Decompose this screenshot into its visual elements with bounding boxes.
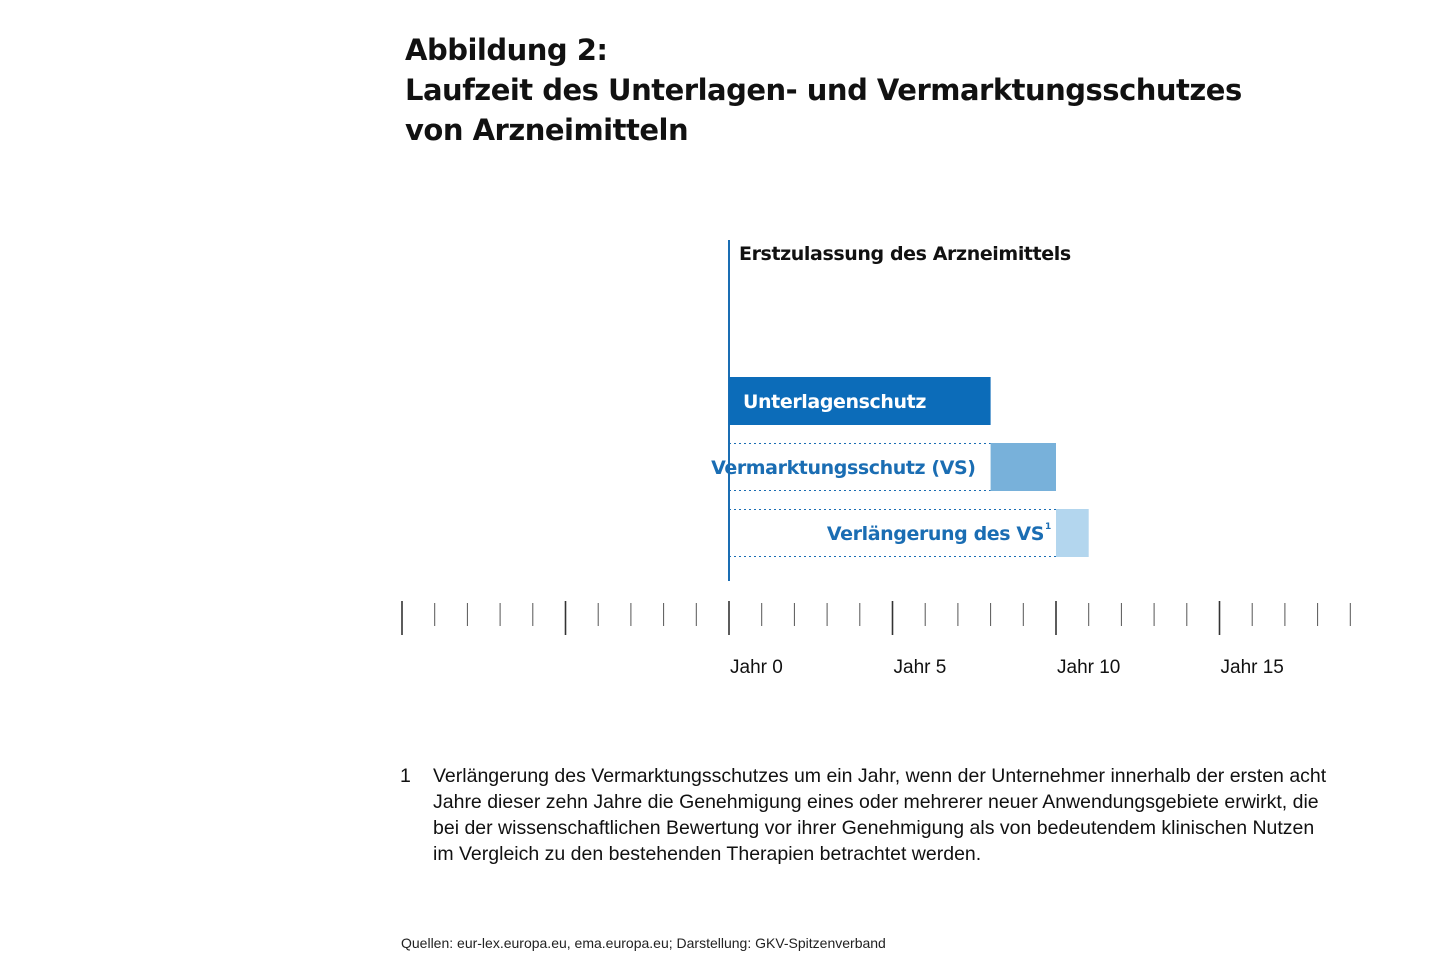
bar-fill	[991, 443, 1056, 491]
figure-title-line-2: Laufzeit des Unterlagen- und Vermarktungsschutzes	[405, 73, 1242, 107]
bar-label: Unterlagenschutz	[743, 391, 927, 413]
bar-label: Verlängerung des VS	[826, 523, 1044, 545]
figure-title-line-1: Abbildung 2:	[405, 33, 608, 67]
tick-label: Jahr 10	[1057, 657, 1121, 678]
bar-footnote-mark: 1	[1045, 522, 1052, 532]
protection-bars	[711, 377, 1089, 557]
year-axis	[402, 601, 1350, 678]
start-marker-label: Erstzulassung des Arzneimittels	[739, 243, 1071, 265]
tick-label: Jahr 5	[893, 657, 947, 678]
bar-unterlagenschutz	[729, 377, 991, 425]
bar-verlängerung-des-vs	[729, 509, 1089, 557]
figure-title-line-3: von Arzneimitteln	[405, 113, 689, 147]
footnote-text: Verlängerung des Vermarktungsschutzes um ein Jahr, wenn der Unternehmer innerhalb der ersten acht Jahre dieser zehn Jahre die Genehmigung eines oder mehrerer neuer Anwendungsgebiete erwirkt, die bei der wissenschaftlichen Bewertung vor ihrer Genehmigung als von bedeutendem klinischen Nutzen im Vergleich zu den bestehenden Therapien betrachtet werden.	[433, 765, 1327, 865]
bar-label: Vermarktungsschutz (VS)	[711, 457, 976, 479]
bar-fill	[1056, 509, 1089, 557]
bar-vermarktungsschutz-vs	[711, 443, 1056, 491]
footnote	[400, 763, 1330, 867]
tick-label: Jahr 0	[730, 657, 783, 678]
tick-label: Jahr 15	[1220, 657, 1284, 678]
source-note: Quellen: eur-lex.europa.eu, ema.europa.eu; Darstellung: GKV-Spitzenverband	[401, 935, 886, 951]
footnote-number: 1	[400, 765, 411, 787]
